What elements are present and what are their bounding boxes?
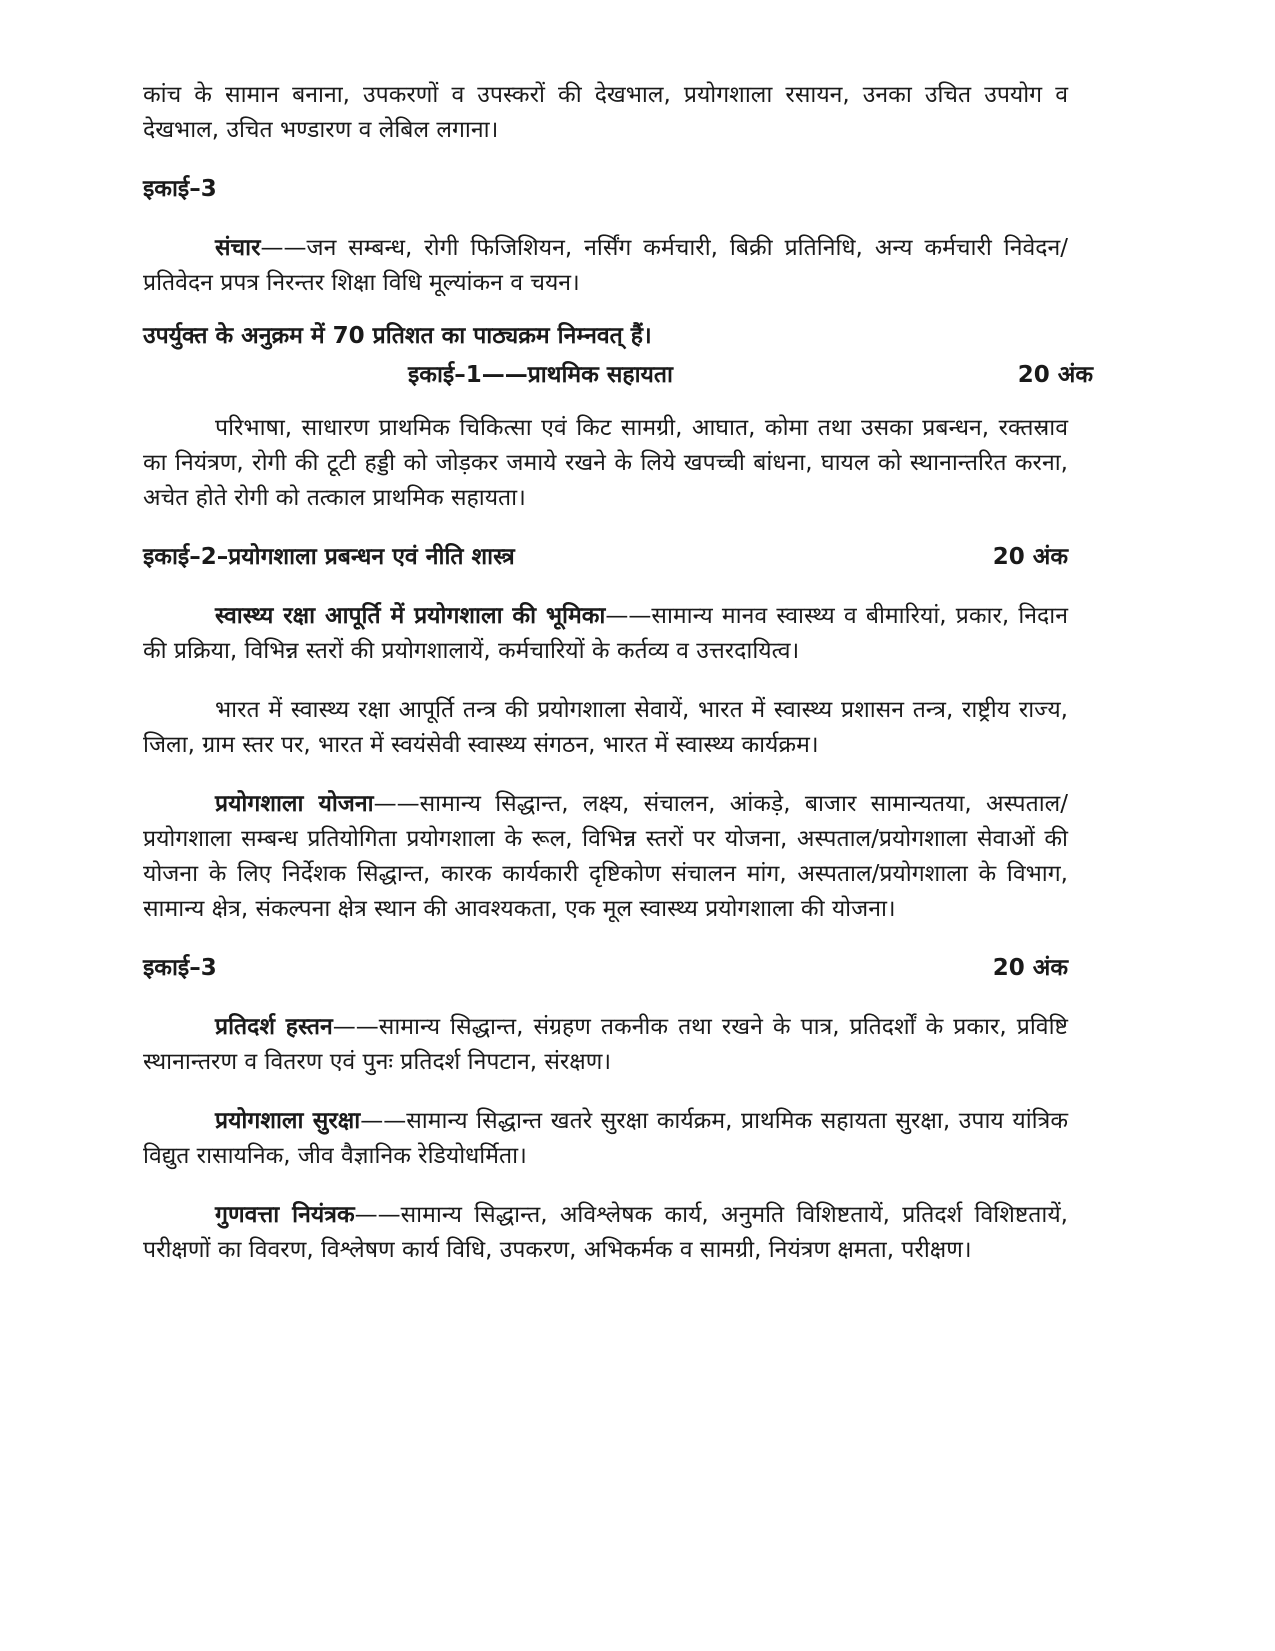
- unit3-p1-text: ——सामान्य सिद्धान्त, संग्रहण तकनीक तथा रखने के पात्र, प्रतिदर्शों के प्रकार, प्रविष्टि स्थानान्तरण व वितरण एवं पुनः प्रतिदर्श निपटान, संरक्षण।: [143, 1014, 1068, 1075]
- document-page: [143, 78, 1093, 1268]
- unit1-title: इकाई–1——प्राथमिक सहायता: [408, 362, 673, 388]
- unit3-p3-lead: गुणवत्ता नियंत्रक: [215, 1202, 355, 1228]
- unit2-paragraph-1: [143, 599, 1068, 669]
- unit2-p3-lead: प्रयोगशाला योजना: [215, 791, 374, 817]
- unit3-marks: 20 अंक: [992, 955, 1068, 981]
- unit3-paragraph-3: [143, 1198, 1068, 1268]
- unit2-header: [143, 540, 1068, 575]
- communication-text: ——जन सम्बन्ध, रोगी फिजिशियन, नर्सिंग कर्मचारी, बिक्री प्रतिनिधि, अन्य कर्मचारी निवेदन/प्रतिवेदन प्रपत्र निरन्तर शिक्षा विधि मूल्यांकन व चयन।: [143, 235, 1068, 296]
- prev-unit3-heading: इकाई–3: [143, 176, 217, 202]
- unit2-marks: 20 अंक: [992, 544, 1068, 570]
- unit2-p1-text: ——सामान्य मानव स्वास्थ्य व बीमारियां, प्रकार, निदान की प्रक्रिया, विभिन्न स्तरों की प्रयोगशालायें, कर्मचारियों के कर्तव्य व उत्तरदायित्व।: [143, 603, 1068, 664]
- unit2-title: इकाई–2–प्रयोगशाला प्रबन्धन एवं नीति शास्त्र: [143, 544, 515, 570]
- communication-lead: संचार: [215, 235, 261, 261]
- unit3-paragraph-2: [143, 1104, 1068, 1174]
- unit2-p3-text: ——सामान्य सिद्धान्त, लक्ष्य, संचालन, आंकड़े, बाजार सामान्यतया, अस्पताल/प्रयोगशाला सम्बन्ध प्रतियोगिता प्रयोगशाला के रूल, विभिन्न स्तरों पर योजना, अस्पताल/प्रयोगशाला सेवाओं की योजना के लिए निर्देशक सिद्धान्त, कारक कार्यकारी दृष्टिकोण संचालन मांग, अस्पताल/प्रयोगशाला के विभाग, सामान्य क्षेत्र, संकल्पना क्षेत्र स्थान की आवश्यकता, एक मूल स्वास्थ्य प्रयोगशाला की योजना।: [143, 791, 1069, 922]
- unit1-header: [143, 358, 1093, 393]
- syllabus-heading: उपर्युक्त के अनुक्रम में 70 प्रतिशत का पाठ्यक्रम निम्नवत् हैं।: [143, 323, 652, 349]
- unit3-p2-lead: प्रयोगशाला सुरक्षा: [215, 1108, 361, 1134]
- unit2-p1-lead: स्वास्थ्य रक्षा आपूर्ति में प्रयोगशाला की भूमिका: [215, 603, 606, 629]
- unit3-paragraph-1: [143, 1010, 1068, 1080]
- unit3-p2-text: ——सामान्य सिद्धान्त खतरे सुरक्षा कार्यक्रम, प्राथमिक सहायता सुरक्षा, उपाय यांत्रिक विद्युत रासायनिक, जीव वैज्ञानिक रेडियोधर्मिता।: [143, 1108, 1068, 1169]
- unit2-paragraph-3: [143, 787, 1068, 927]
- unit3-p3-text: ——सामान्य सिद्धान्त, अविश्लेषक कार्य, अनुमति विशिष्टतायें, प्रतिदर्श विशिष्टतायें, परीक्षणों का विवरण, विश्लेषण कार्य विधि, उपकरण, अभिकर्मक व सामग्री, नियंत्रण क्षमता, परीक्षण।: [143, 1202, 1068, 1263]
- intro-paragraph: कांच के सामान बनाना, उपकरणों व उपस्करों की देखभाल, प्रयोगशाला रसायन, उनका उचित उपयोग व देखभाल, उचित भण्डारण व लेबिल लगाना।: [143, 82, 1068, 143]
- unit3-header: [143, 951, 1068, 986]
- unit3-title: इकाई–3: [143, 955, 217, 981]
- unit1-paragraph: परिभाषा, साधारण प्राथमिक चिकित्सा एवं किट सामग्री, आघात, कोमा तथा उसका प्रबन्धन, रक्तस्राव का नियंत्रण, रोगी की टूटी हड्डी को जोड़कर जमाये रखने के लिये खपच्ची बांधना, घायल को स्थानान्तरित करना, अचेत होते रोगी को तत्काल प्राथमिक सहायता।: [143, 415, 1068, 511]
- unit1-marks: 20 अंक: [1017, 362, 1093, 388]
- unit3-p1-lead: प्रतिदर्श हस्तन: [215, 1014, 333, 1040]
- unit2-paragraph-2: भारत में स्वास्थ्य रक्षा आपूर्ति तन्त्र की प्रयोगशाला सेवायें, भारत में स्वास्थ्य प्रशासन तन्त्र, राष्ट्रीय राज्य, जिला, ग्राम स्तर पर, भारत में स्वयंसेवी स्वास्थ्य संगठन, भारत में स्वास्थ्य कार्यक्रम।: [143, 697, 1068, 758]
- communication-paragraph: [143, 231, 1068, 301]
